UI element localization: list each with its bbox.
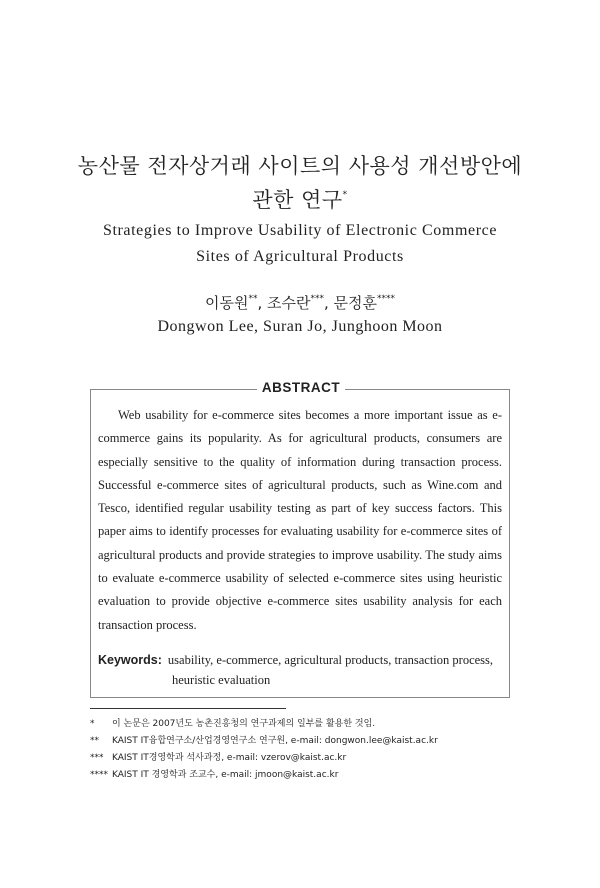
footnote-mark: **** bbox=[90, 770, 108, 780]
abstract-text: Web usability for e-commerce sites becomes a more important issue as e-commerce gains its popularity. As for agricultural products, consumers are especially sensitive to the quality of information during transaction process. Successful e-commerce sites of agricultural products, such as Wine.com and Tesco, identified regular usability testing as part of key success factors. This paper aims to identify processes for evaluating usability for e-commerce sites of agricultural products and provide strategies to improve usability. The study aims to evaluate e-commerce usability of selected e-commerce sites using heuristic evaluation to provide objective e-commerce sites usability analysis for each transaction process. bbox=[98, 408, 502, 632]
authors-english: Dongwon Lee, Suran Jo, Junghoon Moon bbox=[157, 318, 443, 335]
title-english-line-1: Strategies to Improve Usability of Electronic Commerce bbox=[102, 222, 498, 239]
keywords-line-1 bbox=[98, 650, 502, 670]
title-english-line-2: Sites of Agricultural Products bbox=[196, 248, 404, 265]
footnotes bbox=[90, 716, 510, 784]
keywords-list-line-2: heuristic evaluation bbox=[172, 673, 271, 687]
footnote-text: KAIST IT 경영학과 조교수, e-mail: jmoon@kaist.ac.kr bbox=[112, 770, 339, 780]
keywords-label: Keywords: bbox=[98, 653, 162, 667]
footnote-divider bbox=[90, 708, 286, 709]
footnote-item bbox=[90, 733, 510, 750]
footnote-item bbox=[90, 716, 510, 733]
author-2-name: 조수란 bbox=[267, 294, 311, 312]
author-separator-1: , bbox=[257, 294, 267, 312]
footnote-item bbox=[90, 750, 510, 767]
title-korean-line-1: 농산물 전자상거래 사이트의 사용성 개선방안에 bbox=[77, 154, 523, 178]
footnote-mark: * bbox=[90, 719, 95, 729]
keywords-list-line-1: usability, e-commerce, agricultural products, transaction process, bbox=[167, 653, 494, 667]
author-3-name: 문정훈 bbox=[333, 294, 378, 312]
author-3-mark: **** bbox=[377, 294, 396, 304]
footnote-item bbox=[90, 767, 510, 784]
authors-korean bbox=[0, 292, 600, 313]
title-korean-line-2-text: 관한 연구 bbox=[252, 188, 343, 212]
footnote-text: KAIST IT융합연구소/산업경영연구소 연구원, e-mail: dongwon.lee@kaist.ac.kr bbox=[112, 736, 438, 746]
author-1-name: 이동원 bbox=[204, 294, 249, 312]
keywords-block bbox=[98, 650, 502, 690]
author-1-mark: ** bbox=[248, 294, 258, 304]
author-separator-2: , bbox=[323, 294, 334, 312]
title-korean-line-2 bbox=[0, 184, 600, 214]
footnote-mark: *** bbox=[90, 753, 104, 763]
author-2-mark: *** bbox=[310, 294, 324, 304]
footnote-text: 이 논문은 2007년도 농촌진흥청의 연구과제의 일부를 활용한 것임. bbox=[112, 719, 376, 729]
footnote-text: KAIST IT경영학과 석사과정, e-mail: vzerov@kaist.ac.kr bbox=[112, 753, 347, 763]
title-footnote-mark: * bbox=[342, 190, 348, 200]
abstract-heading: ABSTRACT bbox=[257, 380, 345, 395]
footnote-mark: ** bbox=[90, 736, 99, 746]
